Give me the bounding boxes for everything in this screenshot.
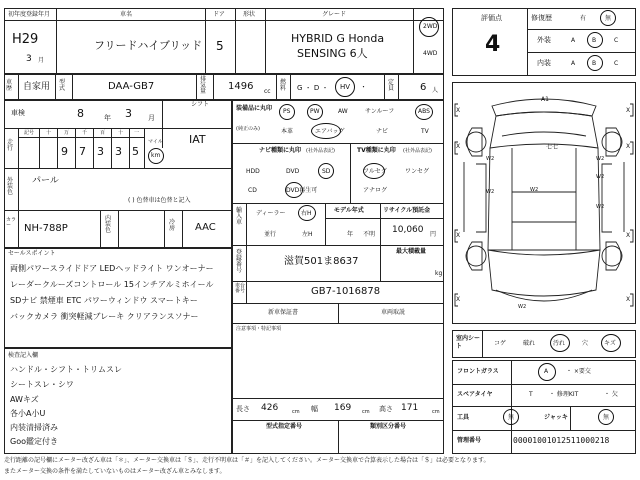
- mileage-header-0: 記号: [24, 130, 35, 136]
- seat-koge: コゲ: [494, 340, 507, 347]
- score-label: 評価点: [481, 14, 502, 22]
- check-line-5: Goo鑑定付き: [10, 437, 58, 446]
- spare-tire-t: T: [529, 391, 533, 398]
- manage-label: 管理番号: [457, 437, 482, 444]
- navi-label: ナビ種類に丸印: [259, 147, 302, 154]
- equip-aw: AW: [338, 108, 348, 115]
- recycle-value: 10,060: [392, 225, 424, 235]
- inspection-year: 8: [77, 107, 84, 120]
- equip-navi: ナビ: [376, 128, 389, 135]
- color-code-value: NH-788P: [24, 223, 68, 234]
- mark-x-0: X: [456, 107, 461, 114]
- mark-x-7: X: [626, 296, 631, 303]
- mark-x-6: X: [456, 296, 461, 303]
- new-car-warranty-label: 新車保証書: [268, 309, 299, 316]
- seat-yabure: 破れ: [523, 340, 536, 347]
- mark-x-4: X: [456, 232, 461, 239]
- type-number-label: 型式指定番号: [266, 423, 303, 430]
- mark-w2-4: W2: [530, 187, 539, 193]
- mileage-header-6: 一: [134, 130, 140, 136]
- registration-label: 登録番号: [236, 249, 243, 274]
- car-diagram: [452, 82, 636, 324]
- mileage-digit-3: 3: [115, 145, 122, 158]
- sales-line-0: 両側パワースライドドア LEDヘッドライト ワンオーナー: [10, 264, 214, 273]
- equip-ps: PS: [283, 108, 291, 115]
- equipment-sublabel: (純正のみ): [236, 126, 260, 132]
- mark-w2-0: W2: [486, 156, 495, 162]
- shift-value: IAT: [189, 133, 206, 146]
- front-glass-a: A: [544, 368, 549, 375]
- shape-label: 形状: [243, 11, 256, 18]
- interior-color-label: 内装色: [105, 215, 112, 234]
- tv-fullseg: フルセグ: [363, 168, 387, 175]
- max-load-unit: kg: [435, 270, 443, 277]
- exterior-grade-c: C: [614, 37, 619, 44]
- registration-value: 滋賀501ま8637: [284, 256, 359, 267]
- doors-value: 5: [216, 39, 224, 53]
- length-label: 長さ: [236, 405, 250, 413]
- drive-4wd: 4WD: [423, 50, 438, 57]
- import-label: 輸入車: [236, 207, 243, 226]
- tv-sublabel: (社外品表記): [403, 148, 432, 154]
- displacement-unit: cc: [264, 88, 271, 95]
- spare-tire-none: ・ 欠: [604, 391, 618, 398]
- exterior-note: ( ) 色替車は色替と記入: [128, 197, 191, 204]
- car-name-value: フリードハイブリッド: [94, 39, 203, 52]
- tv-analog: アナログ: [363, 187, 388, 194]
- mileage-header-4: 百: [100, 130, 106, 136]
- interior-grade-c: C: [614, 60, 619, 67]
- spec-row: [4, 74, 444, 100]
- footer-line2: またメーター交換の条件を満たしていないものはメーター改ざん車とみなします。: [4, 468, 226, 475]
- tools-value: 無: [508, 414, 515, 421]
- spare-tire-kit: ・ 修理KIT: [549, 391, 579, 398]
- import-parallel: 並行: [264, 231, 277, 238]
- drive-2wd: 2WD: [423, 23, 438, 30]
- spare-tire-label: スペアタイヤ: [457, 391, 493, 398]
- max-load-label: 最大積載量: [396, 248, 427, 255]
- import-left: 左H: [302, 231, 313, 238]
- manual-label: 車両取説: [381, 309, 406, 316]
- exterior-label: 外装色: [7, 177, 14, 196]
- displacement-value: 1496: [228, 81, 254, 92]
- equip-tv: TV: [421, 128, 429, 135]
- inspection-label: 車検: [11, 109, 25, 117]
- sales-points-label: セールスポイント: [8, 250, 56, 257]
- capacity-unit: 人: [432, 87, 439, 94]
- equip-sunroof: サンルーフ: [365, 108, 395, 115]
- first-reg-year: H29: [12, 32, 39, 47]
- use-value: 自家用: [23, 82, 51, 92]
- repair-no: 無: [605, 15, 612, 22]
- mark-w2-3: W2: [486, 189, 495, 195]
- jack-label: ジャッキ: [544, 414, 568, 421]
- exterior-value: パール: [32, 176, 59, 186]
- inspection-month: 3: [125, 107, 132, 120]
- front-glass-x: ・ ×要交: [566, 368, 591, 375]
- sales-line-2: SDナビ 禁煙車 ETC パワーウィンドウ スマートキー: [10, 296, 198, 305]
- tv-label: TV種類に丸印: [357, 147, 396, 154]
- mileage-unit-top: マイル: [148, 139, 163, 145]
- fuel-other: ・: [360, 83, 367, 91]
- first-reg-label: 初年度登録年月: [8, 11, 51, 18]
- chassis-label: 車台番号: [235, 283, 246, 294]
- fuel-options: G ・ D ・: [297, 84, 329, 92]
- color-code-label: カラー: [6, 217, 17, 228]
- check-line-1: シートスレ・シワ: [10, 380, 74, 389]
- aircon-label: 冷房: [169, 219, 176, 232]
- mileage-unit-km: km: [151, 152, 161, 159]
- interior-seat-label: 室内シート: [456, 335, 481, 350]
- notes-label: 注意事項・特記事項: [236, 326, 282, 332]
- manage-value: 00001001012511000218: [513, 436, 610, 445]
- mileage-header-3: 千: [82, 130, 88, 136]
- capacity-value: 6: [420, 82, 427, 93]
- equip-leather: 本革: [281, 128, 294, 135]
- repair-yes: 有: [580, 15, 587, 22]
- check-line-2: AWキズ: [10, 395, 39, 404]
- class-number-label: 類別区分番号: [370, 423, 407, 430]
- mark-w2-1: W2: [596, 156, 605, 162]
- length-value: 426: [261, 403, 279, 413]
- month-unit: 月: [38, 57, 45, 64]
- displacement-label: 排気量: [200, 76, 207, 95]
- grade-line2: SENSING 6人: [297, 47, 368, 60]
- model-year-year: 年: [347, 231, 354, 238]
- capacity-label: 定員: [388, 79, 395, 92]
- height-label: 高さ: [379, 405, 393, 413]
- mileage-digit-0: 9: [61, 145, 68, 158]
- mileage-label: 走行: [7, 139, 14, 152]
- navi-sublabel: (社外品表記): [306, 148, 335, 154]
- navi-dvd-play: DVD再生可: [286, 187, 318, 194]
- inspection-year-unit: 年: [104, 114, 111, 122]
- repair-label: 修復歴: [531, 14, 552, 22]
- jack-value: 無: [603, 414, 610, 421]
- equip-pw: PW: [310, 108, 320, 115]
- footer-line1: 走行距離の記号欄にメーター改ざん車は「＊」、メーター交換車は「＄」、走行不明車は「＃」を記入してください。メーター交換車で合算表示した場合は「＄」は必要となります。: [4, 457, 490, 464]
- height-value: 171: [401, 403, 419, 413]
- chassis-value: GB7-1016878: [311, 286, 381, 297]
- model-value: DAA-GB7: [108, 81, 155, 92]
- mark-x-2: X: [456, 143, 461, 150]
- width-unit: cm: [362, 409, 370, 415]
- width-label: 幅: [311, 405, 318, 413]
- recycle-unit: 円: [430, 231, 437, 238]
- interior-grade-a: A: [571, 60, 576, 67]
- sales-line-3: バックカメラ 衝突軽減ブレーキ クリアランスソナー: [10, 312, 199, 321]
- recycle-label: リサイクル預託金: [383, 207, 431, 214]
- check-line-0: ハンドル・シフト・トリムスレ: [10, 365, 122, 374]
- fuel-label: 燃料: [280, 79, 287, 92]
- import-right: 右H: [301, 210, 312, 217]
- exterior-grade-a: A: [571, 37, 576, 44]
- model-year-unknown: 不明: [363, 231, 376, 238]
- model-label: 型式: [59, 79, 66, 92]
- mileage-header-5: 十: [118, 130, 124, 136]
- shift-label: シフト: [191, 101, 210, 108]
- tv-oneseg: ワンセグ: [405, 168, 430, 175]
- mileage-header-1: 十: [46, 130, 52, 136]
- seat-yogore: 汚れ: [553, 340, 566, 347]
- navi-cd: CD: [248, 187, 257, 194]
- equip-airbag: エアバッグ: [315, 128, 345, 135]
- exterior-grade-label: 外装: [537, 36, 551, 44]
- door-label: ドア: [213, 11, 225, 18]
- mark-x-5: X: [626, 232, 631, 239]
- grade-line1: HYBRID G Honda: [291, 32, 385, 45]
- length-unit: cm: [292, 409, 300, 415]
- mileage-digit-2: 3: [97, 145, 104, 158]
- mileage-header-2: 万: [64, 130, 70, 136]
- navi-sd: SD: [322, 168, 331, 175]
- mark-x-3: X: [626, 143, 631, 150]
- use-label: 車歴: [6, 79, 13, 92]
- aircon-value: AAC: [195, 222, 216, 233]
- equipment-label: 装備品に丸印: [236, 105, 273, 112]
- mark-w2-5: W2: [596, 204, 605, 210]
- mark-x-1: X: [626, 107, 631, 114]
- import-dealer: ディーラー: [256, 210, 286, 217]
- interior-grade-b: B: [592, 60, 597, 67]
- mark-a1: A1: [541, 96, 549, 103]
- model-year-label: モデル年式: [334, 207, 364, 214]
- height-unit: cm: [432, 409, 440, 415]
- inspection-month-unit: 月: [148, 114, 155, 122]
- navi-dvd: DVD: [286, 168, 300, 175]
- front-glass-label: フロントガラス: [457, 368, 499, 375]
- interior-grade-label: 内装: [537, 59, 551, 67]
- tools-label: 工具: [457, 414, 470, 421]
- fuel-hv: HV: [340, 83, 351, 91]
- mileage-digit-1: 7: [79, 145, 86, 158]
- check-line-4: 内装清掃済み: [10, 423, 58, 432]
- seat-kizu: キズ: [604, 340, 616, 347]
- checks-label: 検査記入欄: [8, 352, 39, 359]
- first-reg-month: 3: [26, 54, 32, 64]
- navi-hdd: HDD: [246, 168, 260, 175]
- grade-label: グレード: [322, 11, 347, 18]
- seat-ana: 穴: [582, 340, 589, 347]
- mileage-digit-4: 5: [132, 145, 139, 158]
- mark-w2-2: W2: [596, 174, 605, 180]
- mark-center: 七七: [546, 144, 559, 151]
- equip-abs: ABS: [418, 108, 430, 115]
- width-value: 169: [334, 403, 352, 413]
- check-line-3: 各小A小U: [10, 409, 46, 418]
- sales-line-1: レーダークルーズコントロール 15インチアルミホイール: [10, 280, 214, 289]
- exterior-grade-b: B: [592, 37, 597, 44]
- mark-w2-6: W2: [518, 304, 527, 310]
- score-value: 4: [485, 32, 501, 57]
- car-name-label: 車名: [120, 11, 133, 18]
